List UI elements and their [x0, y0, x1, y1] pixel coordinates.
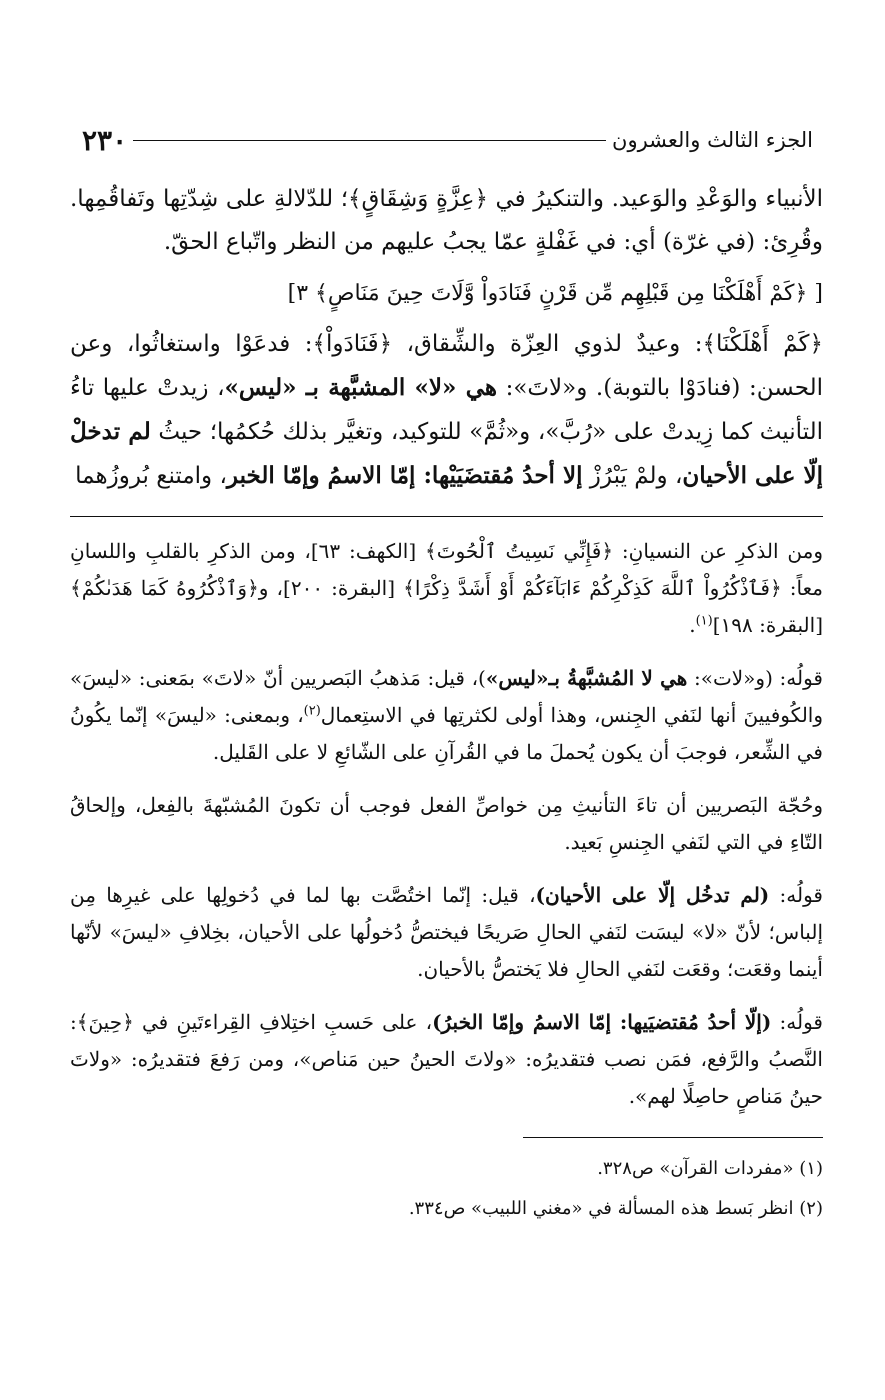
header-rule — [133, 140, 606, 141]
page-header — [70, 118, 823, 162]
main-line-2: وقُرِئ: (في غرّة) أي: في غَفْلةٍ عمّا يجبُ عليهم من النظر واتّباع الحقّ. — [163, 229, 823, 255]
commentary-paragraph-2 — [70, 660, 823, 771]
book-page — [70, 118, 823, 1380]
main-p2-part-a: ﴿كَمْ أَهْلَكْنَا﴾: وعيدٌ لذوي العِزّة والشِّقاق، ﴿فَنَادَواْ﴾: فدعَوْا واستغاثُوا، وعن الحسن: (فنادَوْا بالتوبة). و«لاتَ»: — [70, 331, 823, 401]
footnote-rule — [523, 1137, 823, 1138]
main-p2-bold-1: هي «لا» المشبَّهة بـ «ليس» — [224, 374, 497, 401]
commentary-paragraph-4 — [70, 877, 823, 988]
commentary-paragraph-3: وحُجّة البَصريين أن تاءَ التأنيثِ مِن خواصِّ الفعل فوجب أن تكونَ المُشبّهةَ بالفِعل، وإلحاقُ التّاءِ في التي لنَفي الجِنسِ بَعيد. — [70, 793, 824, 854]
footnotes — [70, 1152, 823, 1226]
footnote-ref-1: (١) — [695, 613, 713, 629]
main-p2-part-c: ، زيدتْ عليها تاءُ التأنيث كما زِيدتْ على «رُبَّ»، و«ثُمَّ» للتوكيد، وتغيَّر بذلك حُكمُها؛ حيثُ — [70, 375, 823, 445]
commentary-2-part-d: ، وبمعنى: «ليسَ» إنّما يكُونُ في الشِّعر، فوجبَ أن يكون يُحملَ ما في القُرآنِ على الشّائعِ لا على القَليل. — [70, 703, 823, 764]
commentary-5-bold: (إلّا أحدُ مُقتضيَيها: إمّا الاسمُ وإمّا الخبرُ) — [432, 1010, 772, 1034]
commentary-2-part-c: )، قيل: مَذهبُ البَصريين أنّ «لاتَ» بمَعنى: «ليسَ» والكُوفيينَ أنها لنَفي الجِنس، وهذا أولى لكثرتِها في الاستِعمال — [70, 666, 823, 727]
footnote-2: (٢) انظر بَسط هذه المسألة في «مغني اللبيب» ص٣٣٤. — [408, 1198, 823, 1219]
main-line-1: الأنبياء والوَعْدِ والوَعيد. والتنكيرُ في ﴿عِزَّةٍ وَشِقَاقٍ﴾؛ للدّلالةِ على شِدّتِها وتَفاقُمِها. — [70, 186, 823, 212]
commentary-1-text: ومن الذكرِ عن النسيانِ: ﴿فَإِنِّي نَسِيتُ ٱلْحُوتَ﴾ [الكهف: ٦٣]، ومن الذكرِ بالقلبِ واللسانِ معاً: ﴿فَٱذْكُرُواْ ٱللَّهَ كَذِكْرِكُمْ ءَابَآءَكُمْ أَوْ أَشَدَّ ذِكْرًا﴾ [البقرة: ٢٠٠]، و﴿وَٱذْكُرُوهُ كَمَا هَدَىٰكُمْ﴾ [البقرة: ١٩٨] — [70, 539, 824, 637]
main-p2-bold-2: لم تدخلْ إلّا على الأحيان — [70, 418, 823, 489]
text-divider — [70, 516, 823, 517]
commentary-4-part-c: ، قيل: إنّما اختُصَّت بها لما في دُخولِها على غيرِها مِن إلباس؛ لأنّ «لا» ليسَت لنَفي الحالِ صَريحًا فيختصُّ دُخولُها على الأحيان، بخِلافِ «ليسَ» لأنّها أينما وقعَت؛ وقعَت لنَفي الحالِ فلا يَختصُّ بالأحيان. — [70, 883, 823, 981]
commentary-paragraph-1: ومن الذكرِ عن النسيانِ: ﴿فَإِنِّي نَسِيتُ ٱلْحُوتَ﴾ [الكهف: ٦٣]، ومن الذكرِ بالقلبِ واللسانِ معاً: ﴿فَٱذْكُرُواْ ٱللَّهَ كَذِكْرِكُمْ ءَابَآءَكُمْ أَوْ أَشَدَّ ذِكْرًا﴾ [البقرة: ٢٠٠]، و﴿وَٱذْكُرُوهُ كَمَا هَدَىٰكُمْ﴾ [البقرة: ١٩٨]$^{(١)}$. — [70, 539, 824, 637]
commentary-2-part-a: قولُه: (و«لات»: — [687, 666, 823, 690]
page-number: ٢٣٠ — [82, 123, 128, 157]
commentary-section — [70, 533, 823, 1115]
main-paragraph-1 — [70, 178, 823, 264]
main-p2-part-g: ، وامتنع بُروزُهما — [75, 463, 227, 489]
footnote-1: (١) «مفردات القرآن» ص٣٢٨. — [597, 1158, 823, 1179]
commentary-4-part-a: قولُه: — [769, 883, 823, 907]
commentary-2-bold: هي لا المُشبَّهةُ بـ«ليس» — [485, 666, 688, 690]
footnote-ref-2: (٢) — [303, 703, 321, 719]
running-title: الجزء الثالث والعشرون — [612, 128, 813, 152]
main-paragraph-2 — [70, 323, 823, 498]
commentary-5-part-c: ، على حَسبِ اختِلافِ القِراءتَينِ في ﴿حِينَ﴾: النَّصبُ والرَّفع، فمَن نصب فتقديرُه: «ولاتَ الحينُ حين مَناص»، ومن رَفعَ فتقديرُه: «ولاتَ حينُ مَناصٍ حاصِلًا لهم». — [70, 1010, 823, 1108]
main-p2-part-e: ، ولمْ يَبْرُزْ — [582, 463, 683, 489]
main-p2-bold-3: إلا أحدُ مُقتضَيَيْها: إمّا الاسمُ وإمّا الخبر — [226, 462, 583, 489]
commentary-paragraph-5 — [70, 1004, 823, 1115]
commentary-5-part-a: قولُه: — [771, 1010, 823, 1034]
main-text — [70, 178, 823, 498]
commentary-4-bold: (لم تدخُل إلّا على الأحيان) — [535, 883, 770, 907]
quran-verse: [ ﴿كَمْ أَهْلَكْنَا مِن قَبْلِهِم مِّن قَرْنٍ فَنَادَواْ وَّلَاتَ حِينَ مَنَاصٍ﴾ ٣] — [287, 281, 823, 306]
